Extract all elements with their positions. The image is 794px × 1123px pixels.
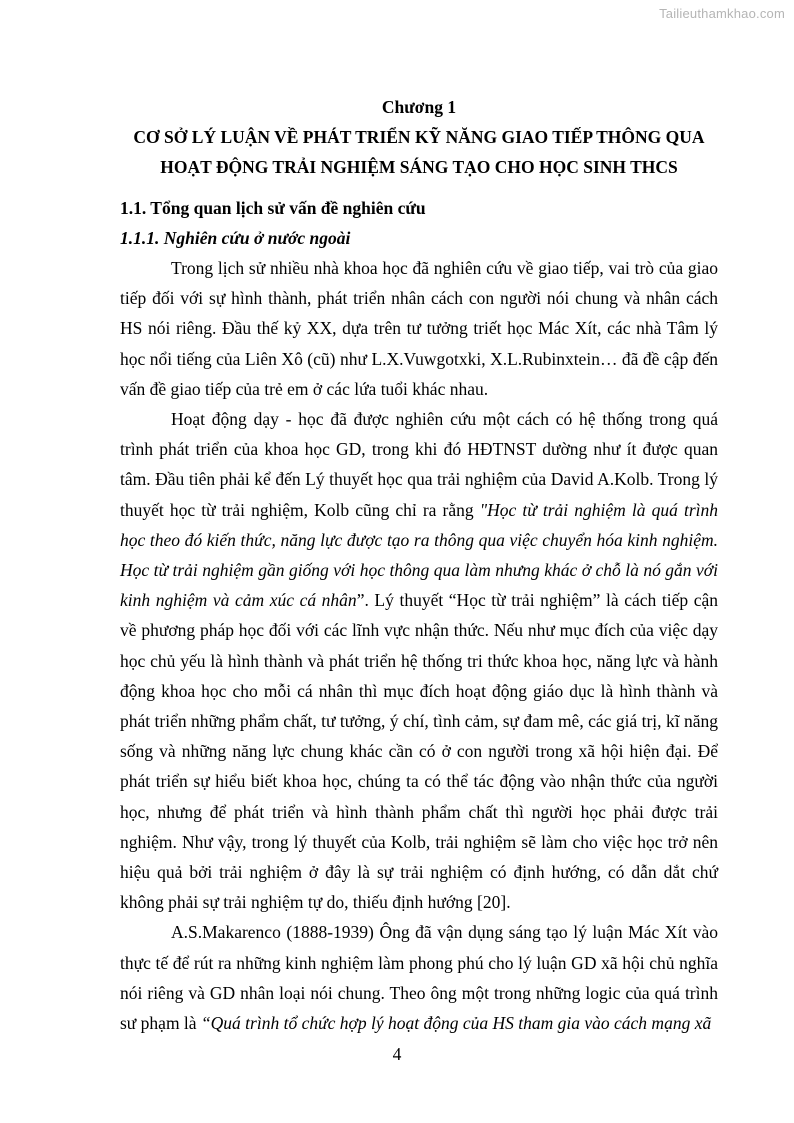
chapter-title-line-1: CƠ SỞ LÝ LUẬN VỀ PHÁT TRIỂN KỸ NĂNG GIAO TIẾP THÔNG QUA [133,127,705,147]
paragraph-1 [120,253,718,404]
section-heading: 1.1. Tổng quan lịch sử vấn đề nghiên cứu [120,198,426,218]
paragraph-1-text: Trong lịch sử nhiều nhà khoa học đã nghiên cứu về giao tiếp, vai trò của giao tiếp đối với sự hình thành, phát triển nhân cách con người nói chung và nhân cách HS nói riêng. Đầu thế kỷ XX, dựa trên tư tưởng triết học Mác Xít, các nhà Tâm lý học nổi tiếng của Liên Xô (cũ) như L.X.Vuwgotxki, X.L.Rubinxtein… đã đề cập đến vấn đề giao tiếp của trẻ em ở các lứa tuổi khác nhau. [120,258,718,399]
paragraph-3-quote: “Quá trình tổ chức hợp lý hoạt động của HS tham gia vào cách mạng xã [200,1013,712,1034]
document-page [120,93,718,1038]
paragraph-2 [120,404,718,917]
page-number: 4 [392,1044,402,1064]
paragraph-2-quote: "Học từ trải nghiệm là quá trình học theo đó kiến thức, năng lực được tạo ra thông qua việc chuyển hóa kinh nghiệm. Học từ trải nghiệm gần giống với học thông qua làm nhưng khác ở chỗ là nó gắn với kinh nghiệm và cảm xúc cá nhân [120,499,718,611]
paragraph-3-text: A.S.Makarenco (1888-1939) Ông đã vận dụng sáng tạo lý luận Mác Xít vào thực tế để rút ra những kinh nghiệm làm phong phú cho lý luận GD xã hội chủ nghĩa nói riêng và GD nhân loại nói chung. Theo ông một trong những logic của quá trình sư phạm là [120,922,718,1034]
subsection-heading: 1.1.1. Nghiên cứu ở nước ngoài [120,228,351,248]
paragraph-2-text-b: ”. Lý thuyết “Học từ trải nghiệm” là cách tiếp cận về phương pháp học đối với các lĩnh vực nhận thức. Nếu như mục đích của việc dạy học chủ yếu là hình thành và phát triển hệ thống tri thức khoa học, năng lực và hành động khoa học cho mỗi cá nhân thì mục đích hoạt động giáo dục là hình thành và phát triển những phẩm chất, tư tưởng, ý chí, tình cảm, sự đam mê, các giá trị, kĩ năng sống và những năng lực chung khác cần có ở con người trong xã hội hiện đại. Để phát triển sự hiểu biết khoa học, chúng ta có thể tác động vào nhận thức của người học, nhưng để phát triển và hình thành phẩm chất thì người học phải được trải nghiệm. Như vậy, trong lý thuyết của Kolb, trải nghiệm sẽ làm cho việc học trở nên hiệu quả bởi trải nghiệm ở đây là sự trải nghiệm có định hướng, có dẫn dắt chứ không phải sự trải nghiệm tự do, thiếu định hướng [20]. [120,590,718,913]
paragraph-3 [120,917,718,1038]
chapter-label: Chương 1 [381,97,457,117]
watermark: Tailieuthamkhao.com [659,6,785,21]
chapter-title-line-2: HOẠT ĐỘNG TRẢI NGHIỆM SÁNG TẠO CHO HỌC SINH THCS [160,157,678,177]
paragraph-2-text-a: Hoạt động dạy - học đã được nghiên cứu một cách có hệ thống trong quá trình phát triển của khoa học GD, trong khi đó HĐTNST dường như ít được quan tâm. Đầu tiên phải kể đến Lý thuyết học qua trải nghiệm của David A.Kolb. Trong lý thuyết học từ trải nghiệm, Kolb cũng chỉ ra rằng [120,409,718,520]
